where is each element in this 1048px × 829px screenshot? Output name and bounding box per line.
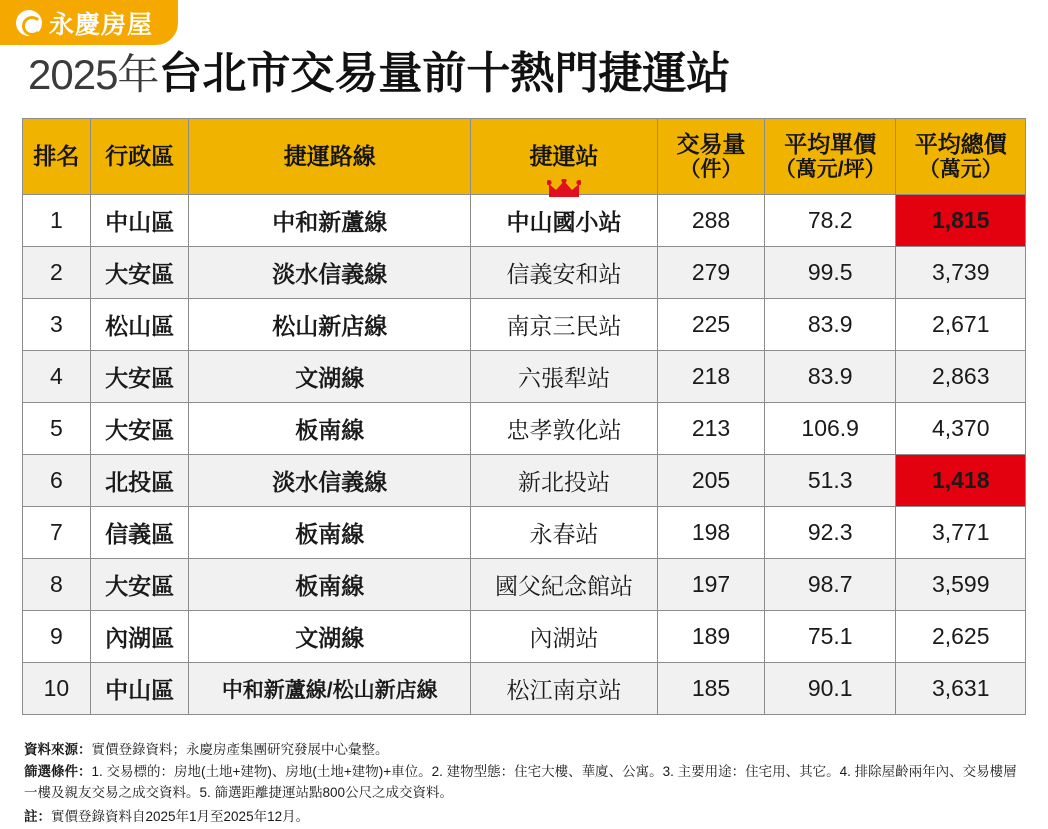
cell-station-label: 忠孝敦化站 [506, 417, 622, 443]
cell-unit-price: 75.1 [764, 611, 896, 663]
column-header-district: 行政區 [90, 119, 189, 195]
cell-line: 板南線 [189, 559, 471, 611]
cell-rank: 8 [23, 559, 91, 611]
cell-station-label: 國父紀念館站 [495, 573, 634, 599]
cell-line: 淡水信義線 [189, 455, 471, 507]
cell-station-label: 信義安和站 [506, 261, 622, 287]
title-year: 2025年 [28, 51, 159, 98]
cell-count: 198 [658, 507, 765, 559]
table-header-row [23, 119, 1026, 195]
cell-total-price: 3,631 [896, 663, 1026, 715]
cell-district: 中山區 [90, 663, 189, 715]
cell-station-label: 新北投站 [518, 469, 611, 495]
cell-unit-price: 78.2 [764, 195, 896, 247]
cell-total-price: 2,671 [896, 299, 1026, 351]
cell-unit-price: 98.7 [764, 559, 896, 611]
cell-station [471, 299, 658, 351]
cell-station-label: 松江南京站 [506, 677, 622, 703]
cell-station [471, 663, 658, 715]
cell-station-label: 內湖站 [529, 625, 599, 651]
page-title [28, 49, 731, 98]
cell-district: 大安區 [90, 351, 189, 403]
column-header-rank: 排名 [23, 119, 91, 195]
cell-rank: 3 [23, 299, 91, 351]
cell-district: 中山區 [90, 195, 189, 247]
table-row [23, 507, 1026, 559]
cell-line: 中和新蘆線/松山新店線 [189, 663, 471, 715]
table-row [23, 611, 1026, 663]
cell-station [471, 559, 658, 611]
table-row [23, 299, 1026, 351]
cell-district: 松山區 [90, 299, 189, 351]
cell-station [471, 351, 658, 403]
cell-station [471, 195, 658, 247]
circle-logo-icon [16, 10, 42, 36]
brand-name: 永慶房屋 [49, 10, 154, 39]
cell-district: 大安區 [90, 559, 189, 611]
cell-unit-price: 83.9 [764, 299, 896, 351]
cell-rank: 6 [23, 455, 91, 507]
cell-unit-price: 83.9 [764, 351, 896, 403]
cell-station-label: 永春站 [529, 521, 599, 547]
table-row [23, 351, 1026, 403]
column-header-total-price: 平均總價 （萬元） [896, 119, 1026, 195]
table-row [23, 455, 1026, 507]
cell-rank: 1 [23, 195, 91, 247]
cell-count: 225 [658, 299, 765, 351]
cell-station-label: 南京三民站 [506, 313, 622, 339]
table-row [23, 403, 1026, 455]
cell-total-price: 4,370 [896, 403, 1026, 455]
cell-line: 文湖線 [189, 351, 471, 403]
cell-count: 288 [658, 195, 765, 247]
cell-line: 板南線 [189, 507, 471, 559]
cell-district: 內湖區 [90, 611, 189, 663]
cell-rank: 9 [23, 611, 91, 663]
cell-count: 205 [658, 455, 765, 507]
cell-unit-price: 90.1 [764, 663, 896, 715]
table-row [23, 559, 1026, 611]
footnote-remark: 註：實價登錄資料自2025年1月至2025年12月。 [24, 808, 310, 824]
cell-rank: 10 [23, 663, 91, 715]
cell-district: 北投區 [90, 455, 189, 507]
cell-station [471, 403, 658, 455]
title-main: 台北市交易量前十熱門捷運站 [158, 49, 731, 98]
cell-unit-price: 99.5 [764, 247, 896, 299]
cell-line: 松山新店線 [189, 299, 471, 351]
table-body [23, 195, 1026, 715]
ranking-table [22, 118, 1026, 715]
footnote-source: 資料來源：實價登錄資料；永慶房產集團研究發展中心彙整。 [24, 742, 389, 757]
cell-line: 中和新蘆線 [189, 195, 471, 247]
cell-line: 淡水信義線 [189, 247, 471, 299]
cell-unit-price: 92.3 [764, 507, 896, 559]
cell-district: 大安區 [90, 403, 189, 455]
cell-total-price: 1,418 [896, 455, 1026, 507]
cell-total-price: 2,625 [896, 611, 1026, 663]
cell-count: 185 [658, 663, 765, 715]
cell-district: 大安區 [90, 247, 189, 299]
cell-count: 189 [658, 611, 765, 663]
table-row [23, 663, 1026, 715]
column-header-unit-price: 平均單價 （萬元/坪） [764, 119, 896, 195]
footnotes [24, 740, 1024, 829]
cell-total-price: 2,863 [896, 351, 1026, 403]
cell-unit-price: 51.3 [764, 455, 896, 507]
footnote-criteria: 篩選條件：1. 交易標的：房地(土地+建物)、房地(土地+建物)+車位。2. 建物型態：住宅大樓、華廈、公寓。3. 主要用途：住宅用、其它。4. 排除屋齡兩年內、交易樓層一樓及親友交易之成交資料。5. 篩選距離捷運站點800公尺之成交資料。 [24, 763, 1017, 800]
column-header-count: 交易量 （件） [658, 119, 765, 195]
column-header-station: 捷運站 [471, 119, 658, 195]
cell-district: 信義區 [90, 507, 189, 559]
column-header-line: 捷運路線 [189, 119, 471, 195]
brand-logo-bar [0, 0, 178, 45]
cell-station-label: 六張犁站 [518, 365, 611, 391]
cell-rank: 7 [23, 507, 91, 559]
cell-rank: 4 [23, 351, 91, 403]
cell-count: 279 [658, 247, 765, 299]
table-row [23, 195, 1026, 247]
cell-total-price: 3,739 [896, 247, 1026, 299]
table-row [23, 247, 1026, 299]
cell-station [471, 507, 658, 559]
cell-total-price: 3,771 [896, 507, 1026, 559]
cell-station [471, 455, 658, 507]
cell-station-label: 中山國小站 [506, 209, 622, 235]
cell-rank: 2 [23, 247, 91, 299]
cell-count: 197 [658, 559, 765, 611]
cell-unit-price: 106.9 [764, 403, 896, 455]
cell-count: 218 [658, 351, 765, 403]
cell-station [471, 611, 658, 663]
ranking-table-wrapper [22, 118, 1026, 715]
cell-line: 板南線 [189, 403, 471, 455]
cell-count: 213 [658, 403, 765, 455]
cell-rank: 5 [23, 403, 91, 455]
crown-icon [547, 178, 581, 198]
cell-line: 文湖線 [189, 611, 471, 663]
cell-total-price: 1,815 [896, 195, 1026, 247]
cell-station [471, 247, 658, 299]
cell-total-price: 3,599 [896, 559, 1026, 611]
